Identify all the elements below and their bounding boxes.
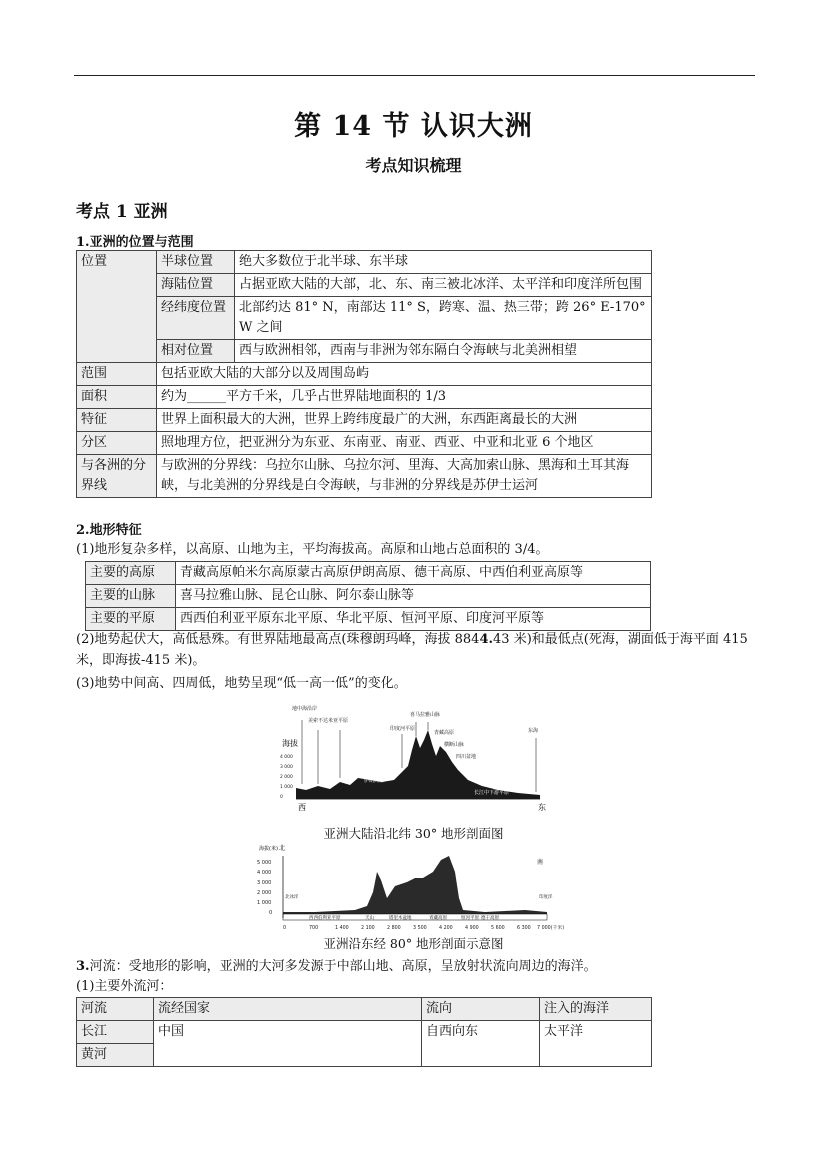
page-subtitle: 考点知识梳理 — [365, 156, 462, 175]
paragraph-text: 43 米)和最低点(死海，湖面低于海平面 415 米，即海拔-415 米)。 — [76, 632, 748, 668]
profile-label: 四川盆地 — [456, 754, 477, 760]
profile-north-label: 北 — [279, 845, 286, 852]
svg-text:6 300: 6 300 — [517, 926, 531, 931]
table-cell: 占据亚欧大陆的大部，北、东、南三被北冰洋、太平洋和印度洋所包围 — [235, 274, 652, 297]
table-cell: 青藏高原帕米尔高原蒙古高原伊朗高原、德干高原、中西伯利亚高原等 — [176, 562, 651, 585]
subheading-terrain: 2.地形特征 — [76, 523, 142, 538]
table-header: 流经国家 — [154, 998, 422, 1021]
profile-xticks — [283, 924, 564, 931]
table-cell: 分区 — [77, 432, 157, 455]
profile-yticks — [257, 860, 272, 916]
paragraph-terrain-1: (1)地形复杂多样，以高原、山地为主，平均海拔高。高原和山地占总面积的 3/4。 — [76, 542, 549, 557]
table-cell: 海陆位置 — [157, 274, 235, 297]
paragraph-text-bold: 3. — [76, 959, 90, 974]
table-row — [77, 297, 652, 340]
profile-label: 东海 — [528, 728, 539, 734]
table-row — [77, 409, 652, 432]
svg-text:4 000: 4 000 — [280, 755, 293, 760]
figure1-caption: 亚洲大陆沿北纬 30° 地形剖面图 — [323, 826, 504, 841]
svg-text:3 500: 3 500 — [413, 926, 427, 931]
table-row — [86, 562, 651, 585]
paragraph-rivers-2: (1)主要外流河： — [76, 979, 173, 994]
terrain-table — [85, 561, 651, 631]
svg-text:2 800: 2 800 — [387, 926, 401, 931]
profile-tick-labels — [280, 754, 293, 800]
svg-text:4 200: 4 200 — [439, 926, 453, 931]
subheading-location: 1.亚洲的位置与范围 — [76, 235, 194, 250]
profile-terrain — [296, 730, 540, 799]
table-cell: 北部约达 81° N，南部达 11° S，跨寒、温、热三带；跨 26° E-170° W 之间 — [235, 297, 652, 340]
table-row — [86, 608, 651, 631]
table-header: 注入的海洋 — [540, 998, 652, 1021]
table-cell: 经纬度位置 — [157, 297, 235, 340]
svg-text:3 000: 3 000 — [257, 880, 272, 886]
profile-label: 青藏高原 — [434, 730, 455, 736]
table-header: 流向 — [422, 998, 540, 1021]
paragraph-terrain-3: (3)地势中间高、四周低，地势呈现“低一高一低”的变化。 — [76, 676, 407, 691]
svg-text:1 000: 1 000 — [257, 900, 272, 906]
table-cell: 西与欧洲相邻，西南与非洲为邻东隔白令海峡与北美洲相望 — [235, 340, 652, 363]
table-cell: 中国 — [154, 1021, 422, 1067]
table-cell: 自西向东 — [422, 1021, 540, 1067]
svg-text:4 000: 4 000 — [257, 870, 272, 876]
svg-text:2 000: 2 000 — [257, 890, 272, 896]
paragraph-text: 河流：受地形的影响，亚洲的大河多发源于中部山地、高原，呈放射状流向周边的海洋。 — [89, 959, 597, 974]
table-cell: 主要的山脉 — [86, 585, 176, 608]
profile-30n-figure — [278, 700, 550, 815]
table-row — [77, 455, 652, 498]
table-cell: 特征 — [77, 409, 157, 432]
profile-region: 西西伯利亚平原 — [309, 916, 341, 921]
table-cell: 绝大多数位于北半球、东半球 — [235, 251, 652, 274]
svg-text:700: 700 — [309, 926, 319, 931]
table-cell: 太平洋 — [540, 1021, 652, 1067]
profile-label: 印度河平原 — [390, 726, 416, 732]
table-cell: 位置 — [77, 251, 157, 363]
location-table — [76, 250, 652, 498]
profile-region: 青藏高原 — [429, 916, 447, 921]
profile-label: 美索不达米亚平原 — [308, 718, 349, 724]
table-row — [77, 1021, 652, 1044]
paragraph-text: (2)地势起伏大，高低悬殊。有世界陆地最高点(珠穆朗玛峰，海拔 884 — [76, 632, 480, 647]
profile-label: 横断山脉 — [444, 742, 465, 748]
table-row — [77, 386, 652, 409]
table-row — [77, 432, 652, 455]
table-row — [77, 274, 652, 297]
table-cell: 与欧洲的分界线：乌拉尔山脉、乌拉尔河、里海、大高加索山脉、黑海和土耳其海峡，与北美洲的分界线是白令海峡，与非洲的分界线是苏伊士运河 — [157, 455, 652, 498]
table-cell: 长江 — [77, 1021, 154, 1044]
profile-region: 天山 — [365, 916, 374, 921]
profile-label: 喜马拉雅山脉 — [410, 712, 441, 718]
profile-east-label: 东 — [538, 803, 546, 812]
table-cell: 范围 — [77, 363, 157, 386]
svg-text:1 000: 1 000 — [280, 785, 293, 790]
table-cell: 照地理方位，把亚洲分为东亚、东南亚、南亚、西亚、中亚和北亚 6 个地区 — [157, 432, 652, 455]
figure-ylabel: 海拔 — [282, 739, 298, 748]
table-cell: 世界上面积最大的大洲，世界上跨纬度最广的大洲，东西距离最长的大洲 — [157, 409, 652, 432]
top-rule — [74, 75, 755, 76]
profile-region: 德干高原 — [481, 916, 499, 921]
table-cell: 与各洲的分界线 — [77, 455, 157, 498]
profile-south-label: 南 — [537, 859, 544, 866]
page-title: 第 14 节 认识大洲 — [294, 111, 533, 142]
table-cell: 喜马拉雅山脉、昆仑山脉、阿尔泰山脉等 — [176, 585, 651, 608]
table-cell: 包括亚欧大陆的大部分以及周围岛屿 — [157, 363, 652, 386]
figure2-caption: 亚洲沿东经 80° 地形剖面示意图 — [323, 936, 504, 951]
svg-text:0: 0 — [269, 910, 273, 916]
table-cell: 半球位置 — [157, 251, 235, 274]
profile-end: 北冰洋 — [285, 895, 299, 900]
svg-text:4 900: 4 900 — [465, 926, 479, 931]
profile-region: 恒河平原 — [461, 916, 479, 921]
profile-terrain — [283, 856, 547, 914]
profile-region: 塔里木盆地 — [389, 916, 412, 921]
table-cell: 约为______平方千米，几乎占世界陆地面积的 1/3 — [157, 386, 652, 409]
table-row — [86, 585, 651, 608]
table-cell: 黄河 — [77, 1044, 154, 1067]
svg-text:5 600: 5 600 — [491, 926, 505, 931]
svg-text:0: 0 — [283, 926, 287, 931]
figure-ylabel: 海拔(米) — [259, 846, 278, 852]
table-cell: 主要的高原 — [86, 562, 176, 585]
profile-west-label: 西 — [298, 803, 306, 812]
table-header-row — [77, 998, 652, 1021]
table-cell: 西西伯利亚平原东北平原、华北平原、恒河平原、印度河平原等 — [176, 608, 651, 631]
svg-text:5 000: 5 000 — [257, 860, 272, 866]
svg-text:3 000: 3 000 — [280, 765, 293, 770]
svg-text:2 100: 2 100 — [361, 926, 375, 931]
svg-text:0: 0 — [280, 795, 283, 800]
table-cell: 面积 — [77, 386, 157, 409]
svg-text:7 000(千米): 7 000(千米) — [537, 926, 565, 931]
section-heading-asia: 考点 1 亚洲 — [76, 202, 168, 222]
svg-text:1 400: 1 400 — [335, 926, 349, 931]
table-row — [77, 251, 652, 274]
profile-80e-figure — [255, 842, 575, 934]
table-cell: 相对位置 — [157, 340, 235, 363]
paragraph-text-bold: 4. — [479, 632, 494, 647]
profile-label: 伊朗高原 — [364, 778, 385, 784]
paragraph-terrain-2 — [76, 629, 756, 671]
profile-end: 印度洋 — [539, 895, 553, 900]
table-cell: 主要的平原 — [86, 608, 176, 631]
table-row — [77, 363, 652, 386]
profile-label: 长江中下游平原 — [474, 790, 510, 796]
svg-text:2 000: 2 000 — [280, 775, 293, 780]
table-row — [77, 340, 652, 363]
profile-label: 地中海沿岸 — [292, 706, 318, 712]
table-header: 河流 — [77, 998, 154, 1021]
paragraph-rivers — [76, 956, 756, 977]
rivers-table — [76, 997, 652, 1067]
